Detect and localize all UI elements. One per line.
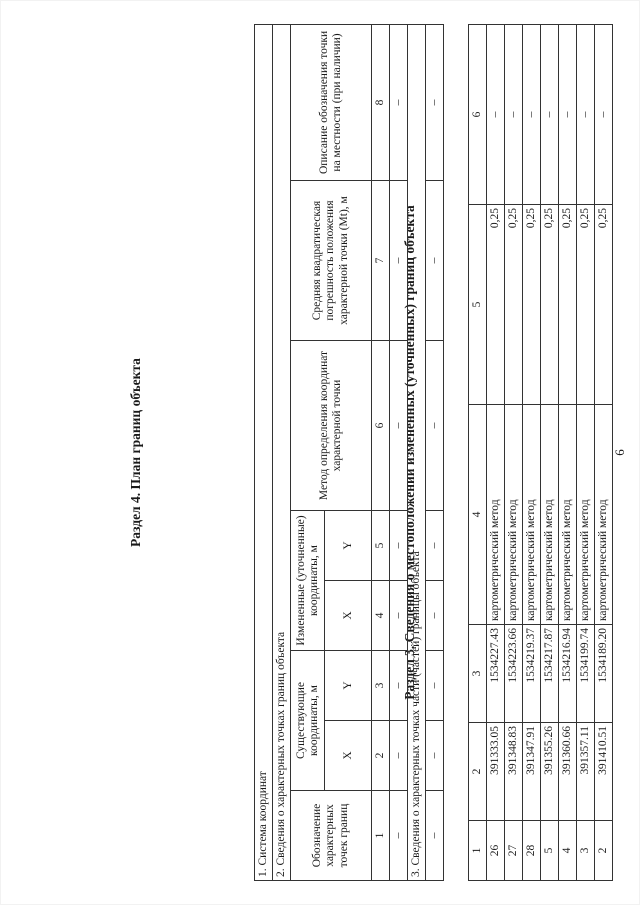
parts-info-label: 3. Сведения о характерных точках части (частей) границы объекта [408, 24, 426, 880]
empty-value: – [426, 341, 444, 511]
col-method: Метод определения координат характерной точки [291, 341, 372, 511]
coord-y: 1534227.43 [487, 625, 505, 723]
column-number: 2 [469, 723, 487, 821]
empty-value: – [390, 181, 408, 341]
column-number: 3 [469, 625, 487, 723]
empty-value: – [426, 511, 444, 581]
section-3-table [254, 24, 444, 881]
table-row [559, 25, 577, 881]
method: картометрический метод [505, 405, 523, 625]
parts-info-row [408, 24, 426, 880]
description: – [505, 25, 523, 205]
column-number: 5 [469, 205, 487, 405]
coord-y: 1534219.37 [523, 625, 541, 723]
empty-value: – [390, 581, 408, 651]
empty-value: – [390, 791, 408, 881]
coord-y: 1534216.94 [559, 625, 577, 723]
coord-x: 391410.51 [595, 723, 613, 821]
empty-value: – [390, 24, 408, 180]
col-changed-coords: Измененные (уточненные) координаты, м [291, 511, 325, 651]
header-row-1 [291, 24, 325, 880]
point-id: 27 [505, 821, 523, 881]
point-id: 26 [487, 821, 505, 881]
table-header-row [469, 25, 487, 881]
col-designation: Обозначение характерных точек границ [291, 791, 372, 881]
column-number: 2 [372, 721, 390, 791]
description: – [523, 25, 541, 205]
column-number: 4 [372, 581, 390, 651]
section-3-heading: Раздел 3. Сведения о местоположении измененных (уточненных) границ объекта [402, 205, 417, 700]
point-id: 2 [595, 821, 613, 881]
table-row [541, 25, 559, 881]
method: картометрический метод [595, 405, 613, 625]
column-number: 4 [469, 405, 487, 625]
empty-value: – [390, 721, 408, 791]
empty-value: – [426, 791, 444, 881]
error: 0,25 [523, 205, 541, 405]
column-number: 3 [372, 651, 390, 721]
empty-value: – [426, 721, 444, 791]
empty-value: – [390, 511, 408, 581]
method: картометрический метод [541, 405, 559, 625]
col-existing-coords: Существующие координаты, м [291, 651, 325, 791]
boundary-points-table-continuation [468, 24, 613, 881]
table-row [505, 25, 523, 881]
empty-value: – [426, 181, 444, 341]
table-row [487, 25, 505, 881]
error: 0,25 [541, 205, 559, 405]
column-number: 8 [372, 24, 390, 180]
column-number: 6 [469, 25, 487, 205]
description: – [577, 25, 595, 205]
coord-x: 391347.91 [523, 723, 541, 821]
col-description: Описание обозначения точки на местности (при наличии) [291, 24, 372, 180]
coord-y: 1534189.20 [595, 625, 613, 723]
point-id: 3 [577, 821, 595, 881]
column-number: 7 [372, 181, 390, 341]
empty-value: – [426, 651, 444, 721]
error: 0,25 [505, 205, 523, 405]
point-id: 28 [523, 821, 541, 881]
column-numbers-row [372, 24, 390, 880]
empty-value: – [426, 24, 444, 180]
col-x: X [325, 721, 372, 791]
table-row [390, 24, 408, 880]
empty-value: – [390, 341, 408, 511]
coord-x: 391360.66 [559, 723, 577, 821]
method: картометрический метод [523, 405, 541, 625]
description: – [541, 25, 559, 205]
coord-system-label: 1. Система координат [255, 24, 273, 880]
col-y: Y [325, 511, 372, 581]
error: 0,25 [577, 205, 595, 405]
table-row [426, 24, 444, 880]
column-number: 5 [372, 511, 390, 581]
method: картометрический метод [577, 405, 595, 625]
description: – [487, 25, 505, 205]
empty-value: – [426, 581, 444, 651]
column-number: 1 [372, 791, 390, 881]
table-row [577, 25, 595, 881]
points-info-label: 2. Сведения о характерных точках границ объекта [273, 24, 291, 880]
method: картометрический метод [559, 405, 577, 625]
error: 0,25 [595, 205, 613, 405]
col-x: X [325, 581, 372, 651]
column-number: 1 [469, 821, 487, 881]
table-row [523, 25, 541, 881]
section-4-heading: Раздел 4. План границ объекта [128, 358, 143, 547]
page-number: 6 [612, 449, 627, 456]
error: 0,25 [487, 205, 505, 405]
col-y: Y [325, 651, 372, 721]
column-number: 6 [372, 341, 390, 511]
coord-y: 1534199.74 [577, 625, 595, 723]
point-id: 4 [559, 821, 577, 881]
point-id: 5 [541, 821, 559, 881]
coord-x: 391333.05 [487, 723, 505, 821]
coord-y: 1534217.87 [541, 625, 559, 723]
coord-x: 391348.83 [505, 723, 523, 821]
table-row [595, 25, 613, 881]
col-error: Средняя квадратическая погрешность положения характерной точки (Mt), м [291, 181, 372, 341]
coord-x: 391355.26 [541, 723, 559, 821]
description: – [595, 25, 613, 205]
points-info-row [273, 24, 291, 880]
description: – [559, 25, 577, 205]
empty-value: – [390, 651, 408, 721]
coord-x: 391357.11 [577, 723, 595, 821]
coord-y: 1534223.66 [505, 625, 523, 723]
coord-system-row [255, 24, 273, 880]
method: картометрический метод [487, 405, 505, 625]
error: 0,25 [559, 205, 577, 405]
